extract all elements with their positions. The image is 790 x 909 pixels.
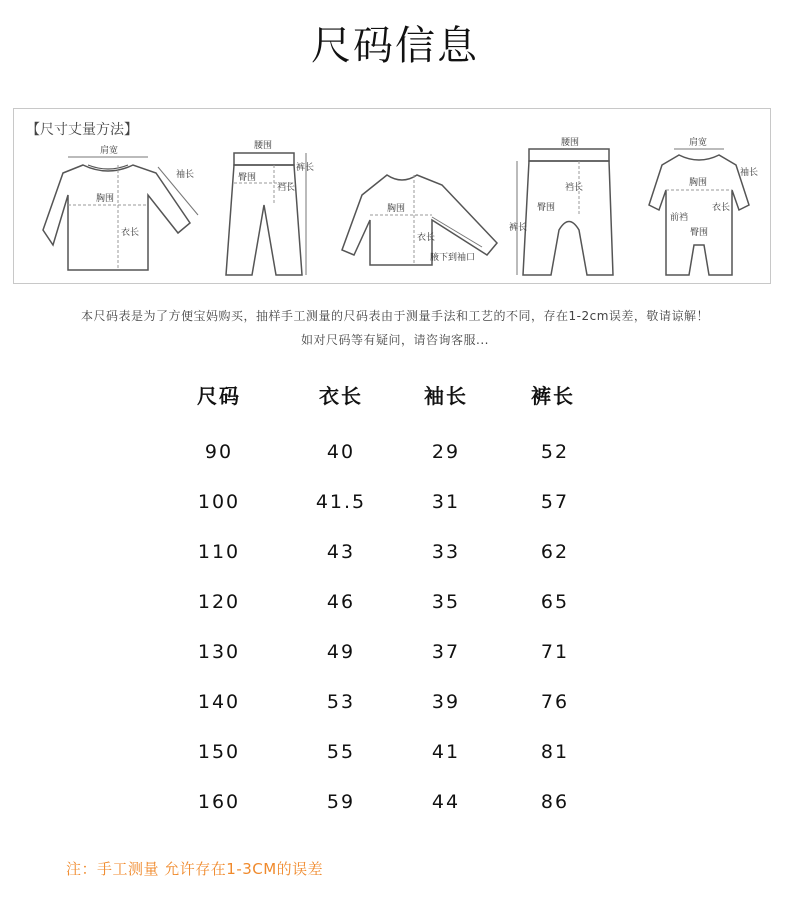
cell-pants-length: 62 bbox=[540, 541, 570, 563]
garment-label: 裤长 bbox=[509, 223, 528, 233]
garment-label: 肩宽 bbox=[689, 138, 708, 148]
garment-label: 臀围 bbox=[238, 173, 257, 183]
cell-sleeve-length: 44 bbox=[431, 791, 461, 813]
cell-sleeve-length: 39 bbox=[431, 691, 461, 713]
cell-top-length: 46 bbox=[326, 591, 356, 613]
header-sleeve-length: 袖长 bbox=[424, 384, 468, 408]
cell-sleeve-length: 37 bbox=[431, 641, 461, 663]
cell-top-length: 43 bbox=[326, 541, 356, 563]
garment-label: 腰围 bbox=[561, 138, 580, 148]
table-row bbox=[0, 691, 790, 721]
cell-sleeve-length: 35 bbox=[431, 591, 461, 613]
cell-top-length: 55 bbox=[326, 741, 356, 763]
measurement-method-label: 【尺寸丈量方法】 bbox=[26, 122, 138, 138]
cell-pants-length: 86 bbox=[540, 791, 570, 813]
garment-label: 衣长 bbox=[712, 203, 731, 213]
cell-top-length: 49 bbox=[326, 641, 356, 663]
garment-label: 裆长 bbox=[277, 183, 296, 193]
header-size: 尺码 bbox=[197, 384, 241, 408]
cell-size: 140 bbox=[197, 691, 241, 713]
cell-sleeve-length: 29 bbox=[431, 441, 461, 463]
cell-sleeve-length: 33 bbox=[431, 541, 461, 563]
garment-label: 前裆 bbox=[670, 213, 689, 223]
cell-size: 120 bbox=[197, 591, 241, 613]
garment-label: 腰围 bbox=[254, 141, 273, 151]
garment-label: 裆长 bbox=[565, 183, 584, 193]
pants-measure-diagram bbox=[214, 135, 314, 280]
garment-label: 胸围 bbox=[689, 178, 708, 188]
size-note-line2: 如对尺码等有疑问，请咨询客服... bbox=[301, 333, 489, 347]
cell-top-length: 59 bbox=[326, 791, 356, 813]
garment-label: 胸围 bbox=[387, 204, 406, 214]
garment-label: 肩宽 bbox=[100, 146, 119, 156]
cell-pants-length: 81 bbox=[540, 741, 570, 763]
cell-size: 160 bbox=[197, 791, 241, 813]
size-note-line1: 本尺码表是为了方便宝妈购买，抽样手工测量的尺码表由于测量手法和工艺的不同，存在1-2cm误差，敬请谅解！ bbox=[81, 309, 709, 323]
romper-measure-diagram bbox=[634, 135, 764, 280]
garment-label: 衣长 bbox=[121, 228, 140, 238]
baby-pants-measure-diagram bbox=[509, 135, 619, 280]
table-row bbox=[0, 591, 790, 621]
header-top-length: 衣长 bbox=[319, 384, 363, 408]
cell-pants-length: 71 bbox=[540, 641, 570, 663]
cell-size: 110 bbox=[197, 541, 241, 563]
cell-size: 90 bbox=[204, 441, 234, 463]
cell-pants-length: 76 bbox=[540, 691, 570, 713]
cell-size: 130 bbox=[197, 641, 241, 663]
cell-top-length: 53 bbox=[326, 691, 356, 713]
size-table-header bbox=[0, 380, 790, 410]
measurement-footnote: 注：手工测量 允许存在1-3CM的误差 bbox=[66, 860, 324, 878]
cell-sleeve-length: 41 bbox=[431, 741, 461, 763]
cell-pants-length: 52 bbox=[540, 441, 570, 463]
table-row bbox=[0, 541, 790, 571]
cell-size: 150 bbox=[197, 741, 241, 763]
cell-size: 100 bbox=[197, 491, 241, 513]
cell-top-length: 40 bbox=[326, 441, 356, 463]
cell-pants-length: 57 bbox=[540, 491, 570, 513]
table-row bbox=[0, 441, 790, 471]
garment-label: 腋下到袖口 bbox=[430, 253, 476, 263]
header-pants-length: 裤长 bbox=[531, 384, 575, 408]
top-measure-diagram bbox=[28, 135, 213, 280]
raglan-top-measure-diagram bbox=[332, 135, 502, 280]
page-title: 尺码信息 bbox=[311, 23, 479, 69]
garment-label: 臀围 bbox=[537, 203, 556, 213]
table-row bbox=[0, 741, 790, 771]
garment-label: 袖长 bbox=[740, 168, 759, 178]
garment-label: 裤长 bbox=[296, 163, 314, 173]
garment-label: 臀围 bbox=[690, 228, 709, 238]
garment-label: 胸围 bbox=[96, 194, 115, 204]
measurement-method-panel bbox=[13, 108, 771, 284]
table-row bbox=[0, 491, 790, 521]
table-row bbox=[0, 641, 790, 671]
cell-pants-length: 65 bbox=[540, 591, 570, 613]
table-row bbox=[0, 791, 790, 821]
garment-label: 衣长 bbox=[417, 233, 436, 243]
cell-sleeve-length: 31 bbox=[431, 491, 461, 513]
garment-label: 袖长 bbox=[176, 170, 195, 180]
cell-top-length: 41.5 bbox=[315, 491, 367, 513]
